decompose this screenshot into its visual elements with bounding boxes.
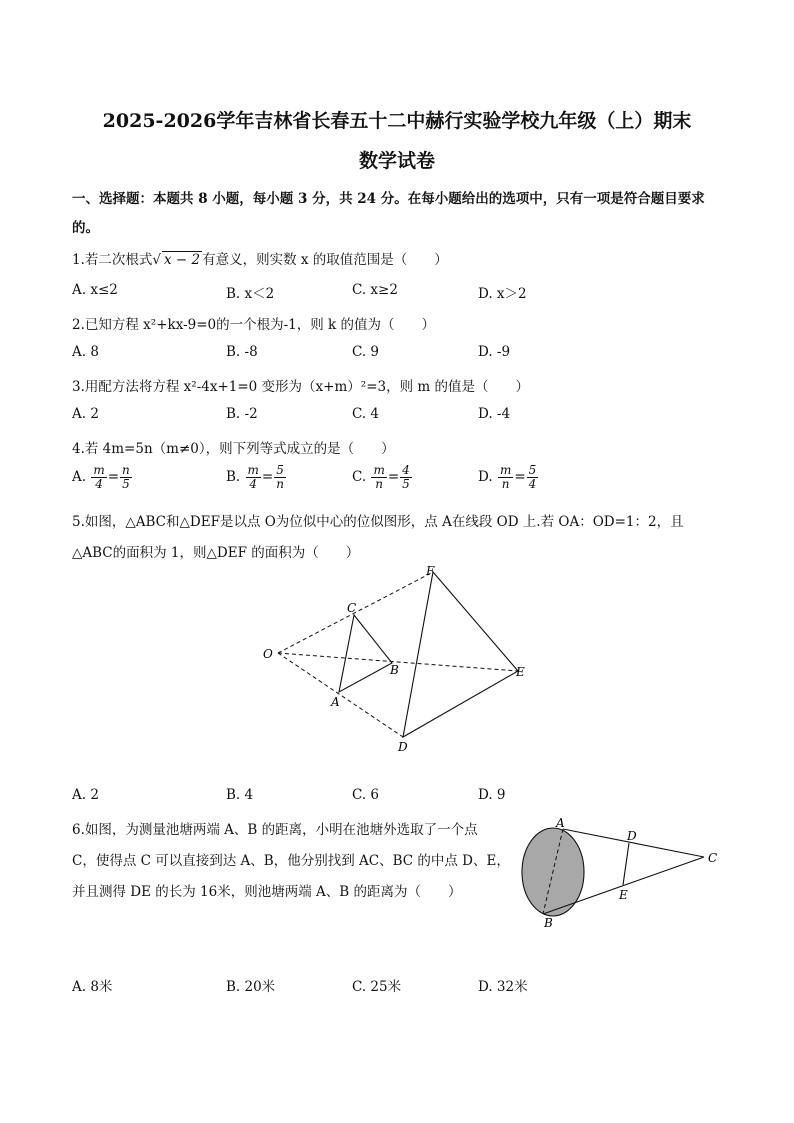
q4-option-d xyxy=(478,464,539,491)
q3-option-c: C. 4 xyxy=(352,406,380,422)
q4-option-b xyxy=(226,464,287,491)
pond-figure xyxy=(510,815,730,935)
option-label: A. xyxy=(72,469,87,485)
question-2: 2.已知方程 x²+kx-9=0的一个根为-1，则 k 的值为（ ） xyxy=(72,317,436,333)
exam-title-line1: 2025-2026学年吉林省长春五十二中赫行实验学校九年级（上）期末 xyxy=(102,110,692,132)
q4-option-a xyxy=(72,464,133,491)
q2-option-d: D. -9 xyxy=(478,344,511,360)
q5-option-c: C. 6 xyxy=(352,787,380,803)
q1-prefix: 1.若二次根式 xyxy=(72,252,153,268)
fraction: $\frac{m}{4}$ xyxy=(93,463,105,491)
q1-option-b: B. x＜2 xyxy=(226,286,275,302)
label-e: E xyxy=(619,888,628,902)
q3-option-a: A. 2 xyxy=(72,406,99,422)
label-e: E xyxy=(516,665,525,679)
label-c: C xyxy=(347,601,357,615)
q3-option-b: B. -2 xyxy=(226,406,258,422)
equals-sign: = xyxy=(514,469,526,485)
exam-title-line2: 数学试卷 xyxy=(358,150,435,172)
question-6-line3: 并且测得 DE 的长为 16米，则池塘两端 A、B 的距离为（ ） xyxy=(72,884,462,900)
label-a: A xyxy=(331,695,340,709)
q1-radicand: x − 2 xyxy=(164,252,201,268)
q2-option-a: A. 8 xyxy=(72,344,99,360)
option-label: D. xyxy=(478,469,493,485)
fraction: $\frac{m}{4}$ xyxy=(247,463,259,491)
q1-suffix: 有意义，则实数 x 的取值范围是（ ） xyxy=(202,252,448,268)
label-c: C xyxy=(708,851,718,865)
question-5-line1: 5.如图，△ABC和△DEF是以点 O为位似中心的位似图形，点 A在线段 OD 上.若 OA：OD=1：2，且 xyxy=(72,514,684,530)
label-b: B xyxy=(390,663,399,677)
q2-option-b: B. -8 xyxy=(226,344,258,360)
equals-sign: = xyxy=(387,469,400,485)
fraction: $\frac{5}{4}$ xyxy=(528,463,537,491)
label-d: D xyxy=(627,829,637,843)
segment-de xyxy=(623,843,629,885)
equals-sign: = xyxy=(261,469,274,485)
q1-option-d: D. x＞2 xyxy=(478,286,527,302)
label-b: B xyxy=(544,916,553,930)
ray-od xyxy=(278,653,403,737)
q6-option-a: A. 8米 xyxy=(72,979,113,995)
section-heading: 一、选择题：本题共 8 小题，每小题 3 分，共 24 分。在每小题给出的选项中，只有一项是符合题目要求 xyxy=(72,191,705,207)
option-label: B. xyxy=(226,469,241,485)
q5-option-b: B. 4 xyxy=(226,787,254,803)
label-a: A xyxy=(556,816,565,830)
label-f: F xyxy=(426,564,435,578)
equals-sign: = xyxy=(107,469,120,485)
fraction: $\frac{5}{n}$ xyxy=(276,463,284,491)
fraction: $\frac{n}{5}$ xyxy=(122,463,130,491)
fraction: $\frac{4}{5}$ xyxy=(402,463,410,491)
fraction: $\frac{m}{n}$ xyxy=(373,463,385,491)
q5-option-a: A. 2 xyxy=(72,787,99,803)
option-label: C. xyxy=(352,469,367,485)
triangle-def xyxy=(403,572,518,737)
question-6-line1: 6.如图，为测量池塘两端 A、B 的距离，小明在池塘外选取了一个点 xyxy=(72,822,478,838)
label-d: D xyxy=(398,740,408,754)
q5-option-d: D. 9 xyxy=(478,787,506,803)
q6-option-b: B. 20米 xyxy=(226,979,276,995)
label-o: O xyxy=(263,647,273,661)
question-4: 4.若 4m=5n（m≠0），则下列等式成立的是（ ） xyxy=(72,441,395,457)
question-1 xyxy=(72,248,448,268)
q1-option-c: C. x≥2 xyxy=(352,282,398,298)
sqrt-icon: √ xyxy=(152,252,161,268)
q6-option-d: D. 32米 xyxy=(478,979,528,995)
homothety-figure xyxy=(250,560,550,760)
q2-option-c: C. 9 xyxy=(352,344,380,360)
question-3: 3.用配方法将方程 x²-4x+1=0 变形为（x+m）²=3，则 m 的值是（ ） xyxy=(72,379,529,395)
q4-option-c xyxy=(352,464,413,491)
question-5-line2: △ABC的面积为 1，则△DEF 的面积为（ ） xyxy=(72,545,360,561)
section-heading-cont: 的。 xyxy=(72,220,99,236)
q3-option-d: D. -4 xyxy=(478,406,511,422)
q6-option-c: C. 25米 xyxy=(352,979,402,995)
triangle-abc xyxy=(339,615,392,692)
q1-option-a: A. x≤2 xyxy=(72,282,118,298)
question-6-line2: C，使得点 C 可以直接到达 A、B，他分别找到 AC、BC 的中点 D、E， xyxy=(72,853,510,869)
fraction: $\frac{m}{n}$ xyxy=(499,463,512,491)
